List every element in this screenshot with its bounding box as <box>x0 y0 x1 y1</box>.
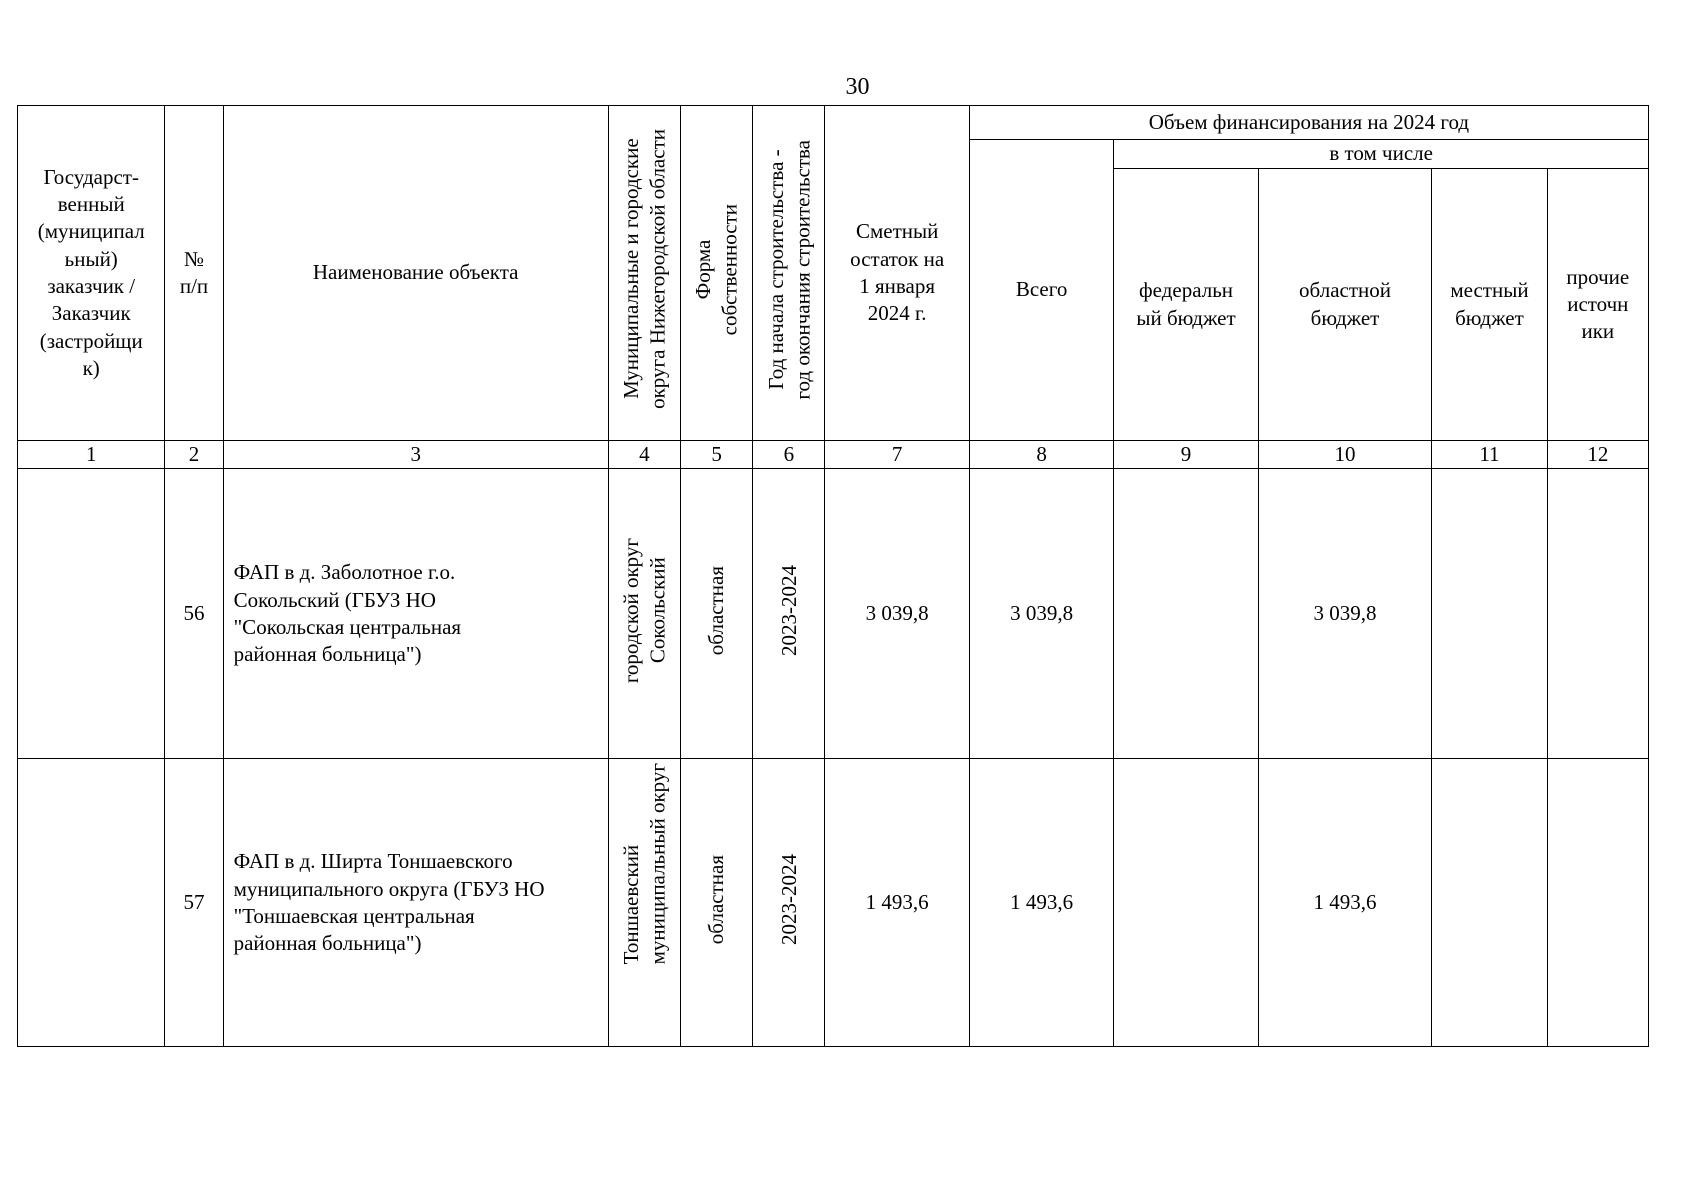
row-estimate: 1 493,6 <box>825 759 969 1047</box>
investment-table <box>17 105 1649 1047</box>
row-total: 1 493,6 <box>969 759 1113 1047</box>
row-object-name: ФАП в д. Заболотное г.о. Сокольский (ГБУЗ НО "Сокольская центральная районная больница") <box>223 469 608 759</box>
column-number: 10 <box>1258 441 1432 469</box>
column-number: 7 <box>825 441 969 469</box>
column-number: 12 <box>1547 441 1648 469</box>
column-number: 4 <box>608 441 680 469</box>
row-ownership: областная <box>681 759 753 1047</box>
row-local <box>1432 759 1547 1047</box>
header-object-name: Наименование объекта <box>223 106 608 441</box>
row-local <box>1432 469 1547 759</box>
row-regional: 1 493,6 <box>1258 759 1432 1047</box>
header-number: № п/п <box>165 106 223 441</box>
row-municipal: городской округ Сокольский <box>608 469 680 759</box>
row-customer <box>18 469 165 759</box>
header-row-1 <box>18 106 1649 140</box>
page-number: 30 <box>845 74 870 100</box>
column-number: 3 <box>223 441 608 469</box>
header-including: в том числе <box>1114 140 1649 169</box>
column-number: 9 <box>1114 441 1258 469</box>
header-funding: Объем финансирования на 2024 год <box>969 106 1648 140</box>
column-number: 8 <box>969 441 1113 469</box>
row-total: 3 039,8 <box>969 469 1113 759</box>
row-estimate: 3 039,8 <box>825 469 969 759</box>
row-other <box>1547 469 1648 759</box>
header-local: местный бюджет <box>1432 169 1547 441</box>
row-years: 2023-2024 <box>753 469 825 759</box>
header-customer: Государст- венный (муниципал ьный) заказчик / Заказчик (застройщи к) <box>18 106 165 441</box>
column-number: 5 <box>681 441 753 469</box>
row-number: 57 <box>165 759 223 1047</box>
row-customer <box>18 759 165 1047</box>
table-row <box>18 469 1649 759</box>
column-number: 11 <box>1432 441 1547 469</box>
row-ownership: областная <box>681 469 753 759</box>
row-regional: 3 039,8 <box>1258 469 1432 759</box>
column-number: 6 <box>753 441 825 469</box>
column-number: 2 <box>165 441 223 469</box>
table-row <box>18 759 1649 1047</box>
header-regional: областной бюджет <box>1258 169 1432 441</box>
row-municipal: Тоншаевский муниципальный округ <box>608 759 680 1047</box>
column-number: 1 <box>18 441 165 469</box>
header-estimate: Сметный остаток на 1 января 2024 г. <box>825 106 969 441</box>
header-ownership: Форма собственности <box>681 106 753 441</box>
row-object-name: ФАП в д. Ширта Тоншаевского муниципального округа (ГБУЗ НО "Тоншаевская центральная районная больница") <box>223 759 608 1047</box>
header-other: прочие источн ики <box>1547 169 1648 441</box>
header-federal: федеральн ый бюджет <box>1114 169 1258 441</box>
row-years: 2023-2024 <box>753 759 825 1047</box>
row-federal <box>1114 469 1258 759</box>
row-federal <box>1114 759 1258 1047</box>
row-number: 56 <box>165 469 223 759</box>
column-number-row <box>18 441 1649 469</box>
header-municipal: Муниципальные и городские округа Нижегородской области <box>608 106 680 441</box>
header-total: Всего <box>969 140 1113 441</box>
row-other <box>1547 759 1648 1047</box>
header-years: Год начала строительства - год окончания строительства <box>753 106 825 441</box>
